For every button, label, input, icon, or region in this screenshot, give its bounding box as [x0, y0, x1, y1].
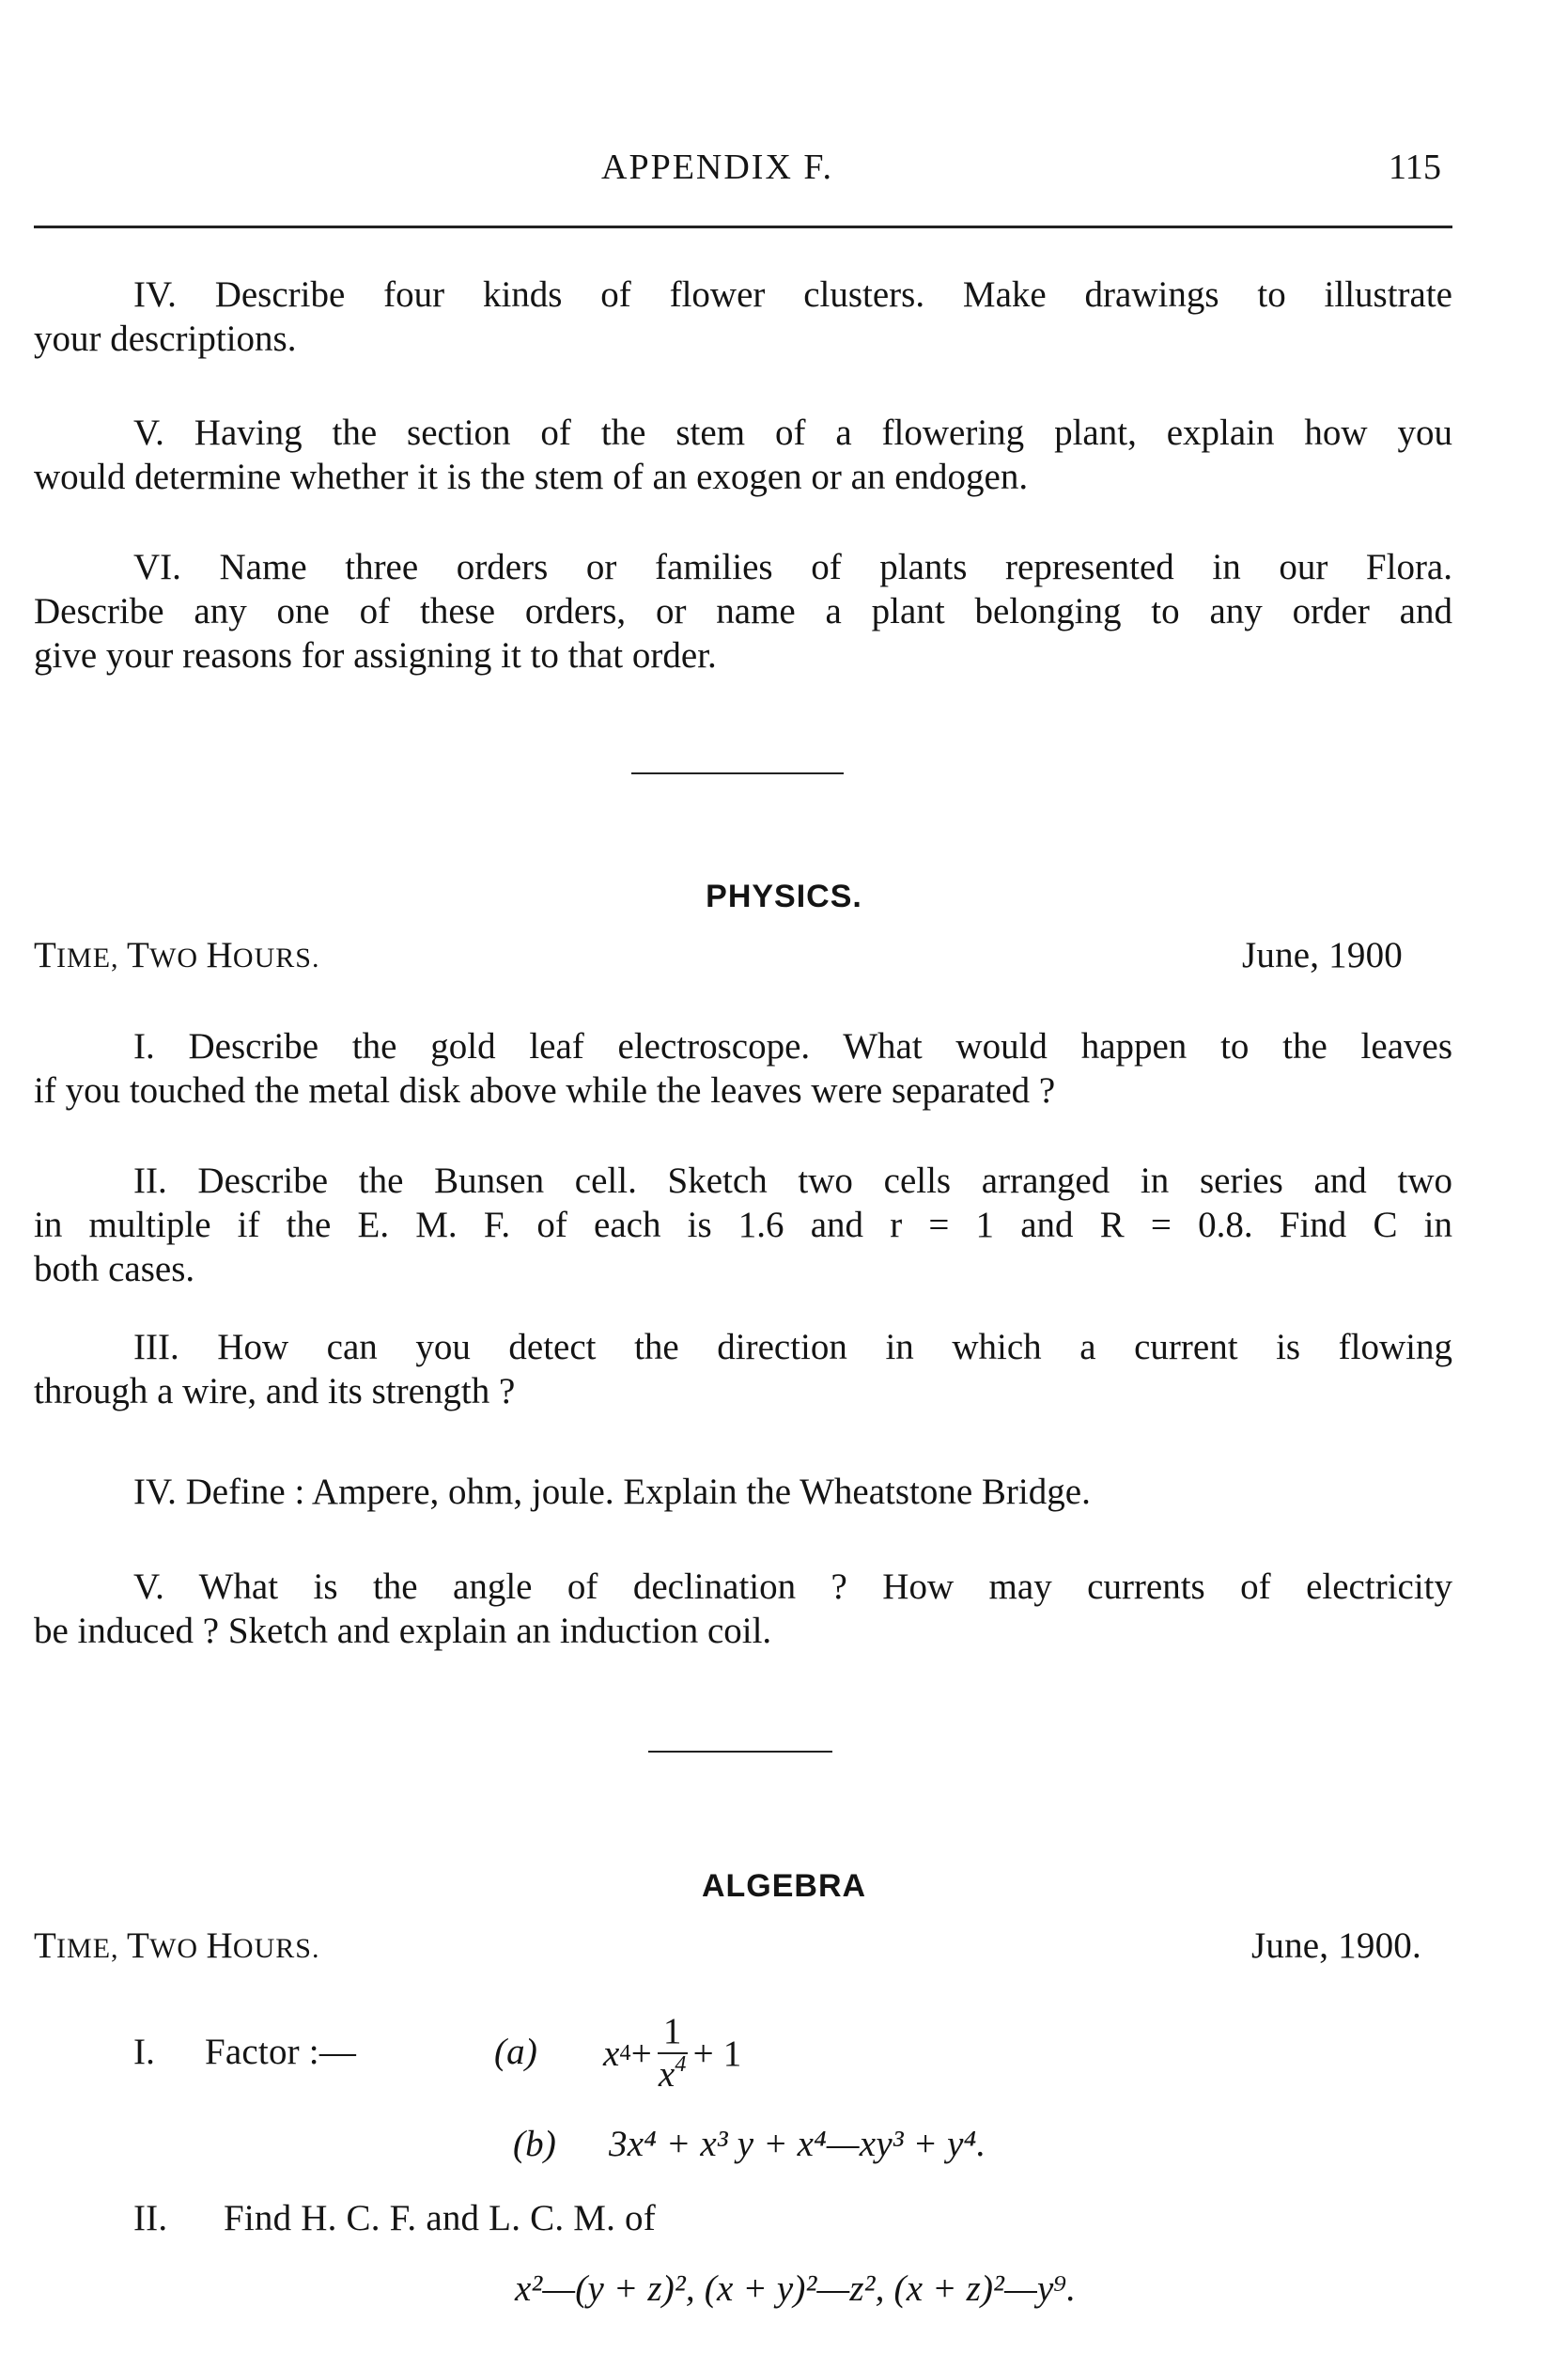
physics-date: June, 1900 — [1242, 935, 1403, 975]
algebra-q2-expr: x²—(y + z)², (x + y)²—z², (x + z)²—y⁹. — [515, 2268, 1077, 2309]
physics-q4-line1: IV. Define : Ampere, ohm, joule. Explain the Wheatstone Bridge. — [133, 1472, 1091, 1512]
algebra-q2-number: II. — [133, 2198, 168, 2238]
botany-q6-line2: Describe any one of these orders, or name a plant belonging to any order and — [34, 591, 1452, 631]
algebra-time: TIME, TWO HOURS. — [34, 1925, 320, 1966]
algebra-date: June, 1900. — [1251, 1925, 1421, 1966]
algebra-q1-expr-b: 3x⁴ + x³ y + x⁴—xy³ + y⁴. — [609, 2124, 986, 2164]
physics-time: TIME, TWO HOURS. — [34, 935, 320, 975]
page-number: 115 — [1389, 148, 1442, 187]
physics-q1-line2: if you touched the metal disk above while the leaves were separated ? — [34, 1070, 1056, 1111]
physics-q1-line1: I. Describe the gold leaf electroscope. What would happen to the leaves — [133, 1026, 1452, 1067]
algebra-q1-part-a: (a) — [494, 2032, 538, 2072]
physics-title: PHYSICS. — [706, 879, 862, 914]
botany-q5-line1: V. Having the section of the stem of a flowering plant, explain how you — [133, 413, 1452, 453]
botany-q6-line3: give your reasons for assigning it to that order. — [34, 635, 717, 676]
physics-q5-line2: be induced ? Sketch and explain an induction coil. — [34, 1611, 772, 1651]
section-divider-2 — [648, 1751, 832, 1753]
physics-q2-line1: II. Describe the Bunsen cell. Sketch two cells arranged in series and two — [133, 1161, 1452, 1201]
physics-q2-line3: both cases. — [34, 1249, 195, 1289]
fraction-one-over-x4: $\frac{1}{x^4}$ — [658, 2011, 687, 2095]
botany-q6-line1: VI. Name three orders or families of plants represented in our Flora. — [133, 547, 1452, 587]
physics-q3-line1: III. How can you detect the direction in which a current is flowing — [133, 1327, 1452, 1367]
physics-q2-line2: in multiple if the E. M. F. of each is 1.6 and r = 1 and R = 0.8. Find C in — [34, 1205, 1452, 1245]
physics-q3-line2: through a wire, and its strength ? — [34, 1371, 516, 1411]
algebra-q2-text: Find H. C. F. and L. C. M. of — [224, 2198, 656, 2238]
section-divider-1 — [631, 772, 844, 774]
running-title: APPENDIX F. — [601, 148, 833, 187]
botany-q5-line2: would determine whether it is the stem of an exogen or an endogen. — [34, 457, 1029, 497]
header-rule — [34, 226, 1452, 228]
algebra-q1-number: I. — [133, 2032, 156, 2072]
algebra-q1-part-b: (b) — [513, 2124, 557, 2164]
botany-q4-line2: your descriptions. — [34, 319, 297, 359]
physics-q5-line1: V. What is the angle of declination ? How may currents of electricity — [133, 1566, 1452, 1607]
algebra-title: ALGEBRA — [701, 1868, 867, 1904]
botany-q4-line1: IV. Describe four kinds of flower clusters. Make drawings to illustrate — [133, 274, 1452, 315]
algebra-q1-label: Factor :— — [205, 2032, 357, 2072]
algebra-q1-expr-a: x 4 + $\frac{1}{x^4}$ + 1 — [603, 2011, 742, 2095]
